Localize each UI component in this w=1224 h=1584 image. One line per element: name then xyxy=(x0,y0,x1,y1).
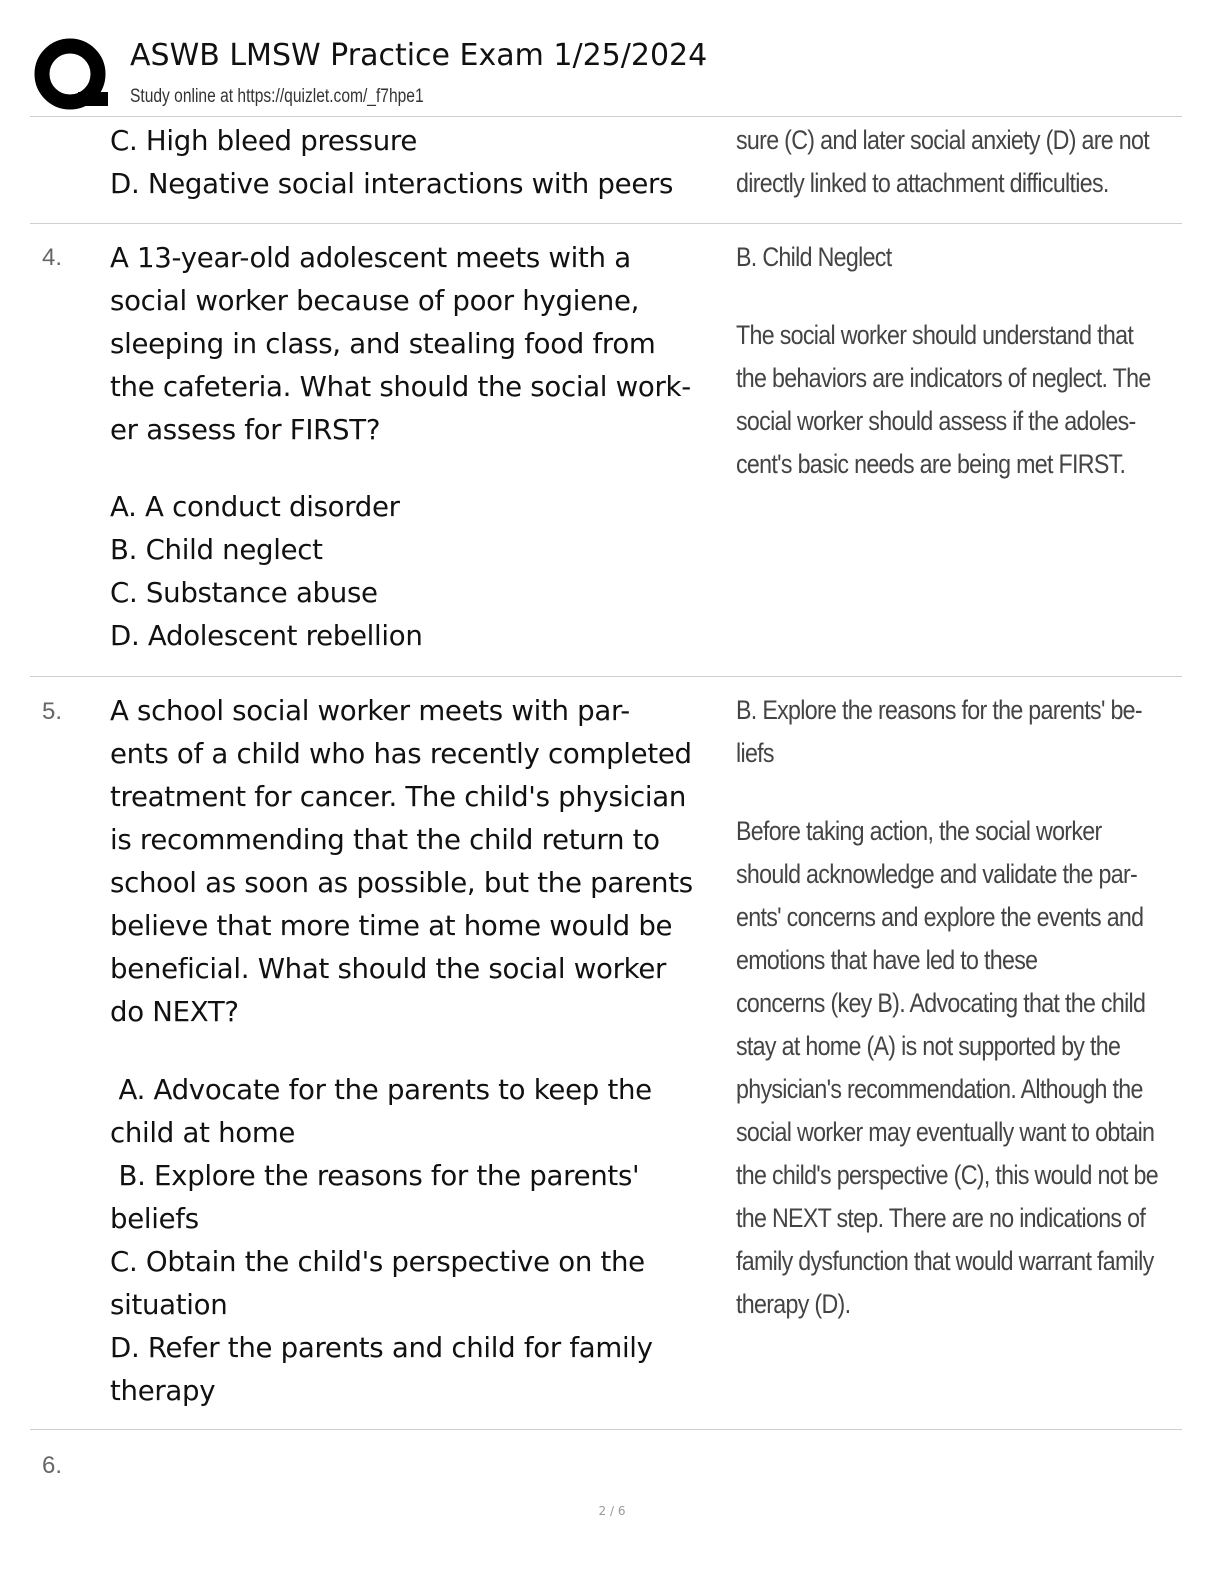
question-stem-line: ents of a child who has recently completed xyxy=(110,737,692,770)
page-number: 2 / 6 xyxy=(598,1504,626,1518)
question-stem-line: believe that more time at home would be xyxy=(110,909,673,942)
quizlet-logo-icon xyxy=(32,36,110,114)
explanation-line: The social worker should understand that xyxy=(736,320,1134,350)
option-line: C. High bleed pressure xyxy=(110,124,418,157)
divider xyxy=(30,676,1182,677)
answer-key-line: B. Explore the reasons for the parents' be- xyxy=(736,695,1142,725)
option-c: C. Substance abuse xyxy=(110,576,378,609)
explanation-line: directly linked to attachment difficulties. xyxy=(736,168,1109,198)
question-stem-line: sleeping in class, and stealing food from xyxy=(110,327,656,360)
answer-4 xyxy=(736,236,1176,486)
question-stem-line: er assess for FIRST? xyxy=(110,413,381,446)
option-line: D. Negative social interactions with peers xyxy=(110,167,674,200)
question-stem-line: do NEXT? xyxy=(110,995,239,1028)
question-stem-line: the cafeteria. What should the social work- xyxy=(110,370,691,403)
option-line: child at home xyxy=(110,1116,296,1149)
question-5 xyxy=(110,689,730,1412)
continued-explanation xyxy=(736,119,1176,205)
option-line: A. Advocate for the parents to keep the xyxy=(110,1073,652,1106)
question-stem-line: is recommending that the child return to xyxy=(110,823,660,856)
explanation-line: the child's perspective (C), this would not be xyxy=(736,1160,1158,1190)
divider xyxy=(30,1429,1182,1430)
explanation-line: family dysfunction that would warrant family xyxy=(736,1246,1154,1276)
option-line: beliefs xyxy=(110,1202,199,1235)
question-4 xyxy=(110,236,730,657)
option-line: situation xyxy=(110,1288,228,1321)
explanation-line: the NEXT step. There are no indications of xyxy=(736,1203,1146,1233)
question-number: 5. xyxy=(42,698,63,725)
explanation-line: social worker may eventually want to obtain xyxy=(736,1117,1155,1147)
question-number: 6. xyxy=(42,1452,63,1479)
explanation-line: stay at home (A) is not supported by the xyxy=(736,1031,1121,1061)
question-stem-line: A 13-year-old adolescent meets with a xyxy=(110,241,631,274)
question-stem-line: social worker because of poor hygiene, xyxy=(110,284,640,317)
divider xyxy=(30,116,1182,117)
question-stem-line: school as soon as possible, but the parents xyxy=(110,866,693,899)
explanation-line: ents' concerns and explore the events and xyxy=(736,902,1144,932)
answer-key-line: liefs xyxy=(736,738,774,768)
explanation-line: therapy (D). xyxy=(736,1289,851,1319)
explanation-line: the behaviors are indicators of neglect. The xyxy=(736,363,1151,393)
option-line: B. Explore the reasons for the parents' xyxy=(110,1159,640,1192)
option-line: C. Obtain the child's perspective on the xyxy=(110,1245,645,1278)
option-b: B. Child neglect xyxy=(110,533,323,566)
explanation-line: concerns (key B). Advocating that the child xyxy=(736,988,1146,1018)
explanation-line: should acknowledge and validate the par- xyxy=(736,859,1138,889)
question-stem-line: A school social worker meets with par- xyxy=(110,694,630,727)
option-line: therapy xyxy=(110,1374,216,1407)
explanation-line: sure (C) and later social anxiety (D) are not xyxy=(736,125,1149,155)
explanation-line: cent's basic needs are being met FIRST. xyxy=(736,449,1126,479)
question-number: 4. xyxy=(42,244,63,271)
option-a: A. A conduct disorder xyxy=(110,490,400,523)
page-header xyxy=(30,30,1180,114)
explanation-line: physician's recommendation. Although the xyxy=(736,1074,1143,1104)
explanation-line: Before taking action, the social worker xyxy=(736,816,1102,846)
option-line: D. Refer the parents and child for family xyxy=(110,1331,653,1364)
divider xyxy=(30,223,1182,224)
explanation-line: social worker should assess if the adoles- xyxy=(736,406,1136,436)
continued-options xyxy=(110,119,730,205)
answer-5 xyxy=(736,689,1176,1326)
answer-key: B. Child Neglect xyxy=(736,242,892,272)
question-stem-line: treatment for cancer. The child's physician xyxy=(110,780,687,813)
document-title: ASWB LMSW Practice Exam 1/25/2024 xyxy=(130,38,708,73)
explanation-line: emotions that have led to these xyxy=(736,945,1038,975)
study-link[interactable]: Study online at https://quizlet.com/_f7hpe1 xyxy=(130,86,424,107)
option-d: D. Adolescent rebellion xyxy=(110,619,423,652)
question-stem-line: beneficial. What should the social worker xyxy=(110,952,667,985)
